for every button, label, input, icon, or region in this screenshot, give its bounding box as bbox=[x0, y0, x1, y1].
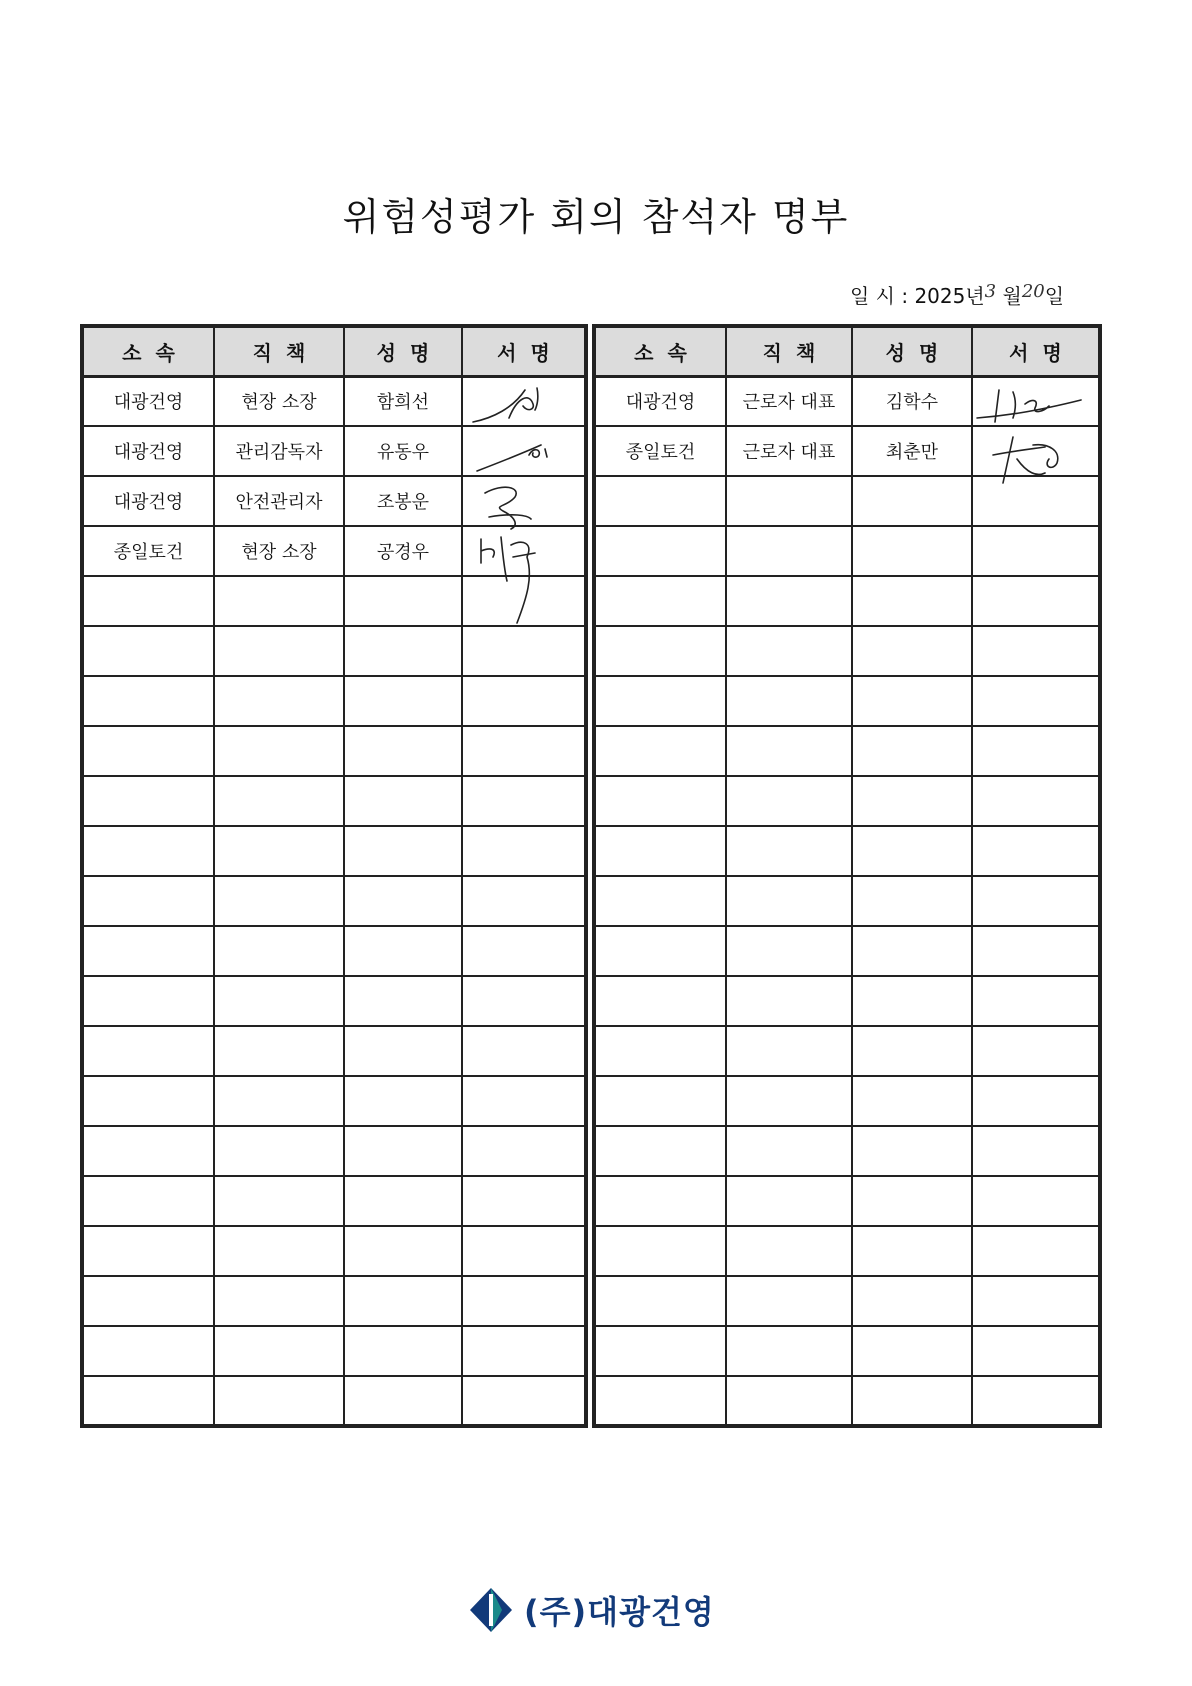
cell-position bbox=[726, 1226, 852, 1276]
table-row bbox=[82, 1176, 586, 1226]
table-row bbox=[82, 626, 586, 676]
cell-affiliation bbox=[594, 1076, 726, 1126]
cell-signature bbox=[972, 476, 1100, 526]
cell-name bbox=[852, 476, 972, 526]
table-row bbox=[594, 526, 1100, 576]
cell-affiliation bbox=[82, 826, 214, 876]
cell-affiliation bbox=[82, 876, 214, 926]
cell-signature bbox=[972, 426, 1100, 476]
cell-affiliation: 대광건영 bbox=[82, 426, 214, 476]
table-row bbox=[594, 976, 1100, 1026]
table-row bbox=[594, 676, 1100, 726]
cell-signature bbox=[462, 776, 586, 826]
cell-position bbox=[726, 676, 852, 726]
cell-affiliation: 종일토건 bbox=[594, 426, 726, 476]
cell-position: 근로자 대표 bbox=[726, 376, 852, 426]
cell-signature bbox=[462, 376, 586, 426]
cell-signature bbox=[462, 1176, 586, 1226]
cell-name bbox=[852, 776, 972, 826]
cell-signature bbox=[462, 1276, 586, 1326]
cell-position bbox=[726, 1376, 852, 1426]
cell-affiliation bbox=[82, 1076, 214, 1126]
cell-affiliation bbox=[594, 1176, 726, 1226]
cell-name bbox=[344, 576, 462, 626]
handwritten-signature bbox=[463, 378, 583, 428]
cell-name bbox=[344, 876, 462, 926]
date-month-label: 월 bbox=[1002, 284, 1022, 308]
table-row bbox=[82, 826, 586, 876]
cell-name bbox=[852, 1326, 972, 1376]
table-row bbox=[82, 526, 586, 576]
handwritten-signature bbox=[463, 527, 583, 577]
header-position: 직책 bbox=[214, 326, 344, 376]
cell-name: 김학수 bbox=[852, 376, 972, 426]
cell-affiliation bbox=[594, 776, 726, 826]
cell-signature bbox=[462, 626, 586, 676]
cell-affiliation bbox=[594, 1226, 726, 1276]
cell-affiliation bbox=[594, 876, 726, 926]
cell-signature bbox=[972, 976, 1100, 1026]
cell-name bbox=[344, 1126, 462, 1176]
cell-name bbox=[344, 1376, 462, 1426]
table-row bbox=[594, 426, 1100, 476]
cell-position bbox=[726, 526, 852, 576]
cell-position bbox=[726, 1176, 852, 1226]
header-affiliation: 소속 bbox=[82, 326, 214, 376]
cell-signature bbox=[462, 676, 586, 726]
cell-affiliation bbox=[594, 576, 726, 626]
table-row bbox=[594, 476, 1100, 526]
company-footer bbox=[470, 1585, 715, 1635]
table-row bbox=[594, 1176, 1100, 1226]
cell-affiliation bbox=[82, 1126, 214, 1176]
cell-position bbox=[726, 626, 852, 676]
cell-signature bbox=[462, 1376, 586, 1426]
table-row bbox=[594, 776, 1100, 826]
cell-signature bbox=[462, 476, 586, 526]
cell-signature bbox=[462, 426, 586, 476]
cell-position: 근로자 대표 bbox=[726, 426, 852, 476]
cell-name bbox=[344, 626, 462, 676]
cell-affiliation: 대광건영 bbox=[594, 376, 726, 426]
cell-position bbox=[214, 676, 344, 726]
cell-signature bbox=[972, 526, 1100, 576]
table-row bbox=[82, 776, 586, 826]
table-row bbox=[594, 1326, 1100, 1376]
cell-position bbox=[214, 1126, 344, 1176]
handwritten-signature bbox=[463, 477, 583, 527]
cell-signature bbox=[972, 1326, 1100, 1376]
cell-name bbox=[852, 1176, 972, 1226]
company-logo-icon bbox=[470, 1588, 512, 1632]
cell-name bbox=[852, 926, 972, 976]
cell-name bbox=[852, 626, 972, 676]
cell-name bbox=[344, 1276, 462, 1326]
table-row bbox=[82, 1276, 586, 1326]
cell-affiliation bbox=[82, 926, 214, 976]
table-row bbox=[82, 676, 586, 726]
handwritten-signature bbox=[973, 378, 1093, 428]
table-row bbox=[82, 576, 586, 626]
cell-name bbox=[344, 926, 462, 976]
cell-signature bbox=[462, 576, 586, 626]
cell-name bbox=[852, 1126, 972, 1176]
table-row bbox=[82, 476, 586, 526]
page-title: 위험성평가 회의 참석자 명부 bbox=[342, 195, 850, 239]
cell-signature bbox=[462, 526, 586, 576]
cell-position bbox=[214, 1326, 344, 1376]
cell-name bbox=[344, 776, 462, 826]
cell-position bbox=[726, 776, 852, 826]
cell-affiliation bbox=[594, 726, 726, 776]
cell-signature bbox=[462, 1226, 586, 1276]
cell-affiliation bbox=[594, 826, 726, 876]
cell-position bbox=[726, 1326, 852, 1376]
cell-affiliation bbox=[82, 1176, 214, 1226]
date-day-handwritten: 20 bbox=[1021, 281, 1045, 302]
table-row bbox=[594, 576, 1100, 626]
cell-signature bbox=[972, 626, 1100, 676]
cell-affiliation bbox=[594, 676, 726, 726]
date-label: 일 시 : 2025년 bbox=[850, 284, 985, 308]
cell-position bbox=[214, 1076, 344, 1126]
cell-signature bbox=[462, 976, 586, 1026]
cell-position: 안전관리자 bbox=[214, 476, 344, 526]
cell-affiliation bbox=[594, 1276, 726, 1326]
table-row bbox=[82, 926, 586, 976]
cell-affiliation bbox=[594, 476, 726, 526]
table-row bbox=[594, 1126, 1100, 1176]
cell-name: 함희선 bbox=[344, 376, 462, 426]
cell-position bbox=[214, 776, 344, 826]
cell-name bbox=[852, 726, 972, 776]
table-row bbox=[594, 1276, 1100, 1326]
header-affiliation: 소속 bbox=[594, 326, 726, 376]
handwritten-signature bbox=[463, 427, 583, 477]
table-row bbox=[594, 626, 1100, 676]
company-name: (주)대광건영 bbox=[524, 1593, 715, 1631]
cell-name bbox=[344, 726, 462, 776]
cell-affiliation: 대광건영 bbox=[82, 376, 214, 426]
cell-affiliation bbox=[594, 1026, 726, 1076]
cell-position bbox=[726, 876, 852, 926]
cell-position bbox=[214, 726, 344, 776]
cell-affiliation bbox=[594, 976, 726, 1026]
cell-affiliation bbox=[82, 1276, 214, 1326]
cell-position: 현장 소장 bbox=[214, 526, 344, 576]
cell-position bbox=[214, 1226, 344, 1276]
cell-affiliation bbox=[594, 926, 726, 976]
cell-signature bbox=[972, 726, 1100, 776]
cell-affiliation bbox=[594, 1326, 726, 1376]
table-row bbox=[594, 1376, 1100, 1426]
table-row bbox=[82, 1076, 586, 1126]
cell-affiliation bbox=[82, 1026, 214, 1076]
cell-signature bbox=[972, 376, 1100, 426]
cell-name bbox=[852, 676, 972, 726]
cell-name bbox=[852, 826, 972, 876]
table-row bbox=[82, 1226, 586, 1276]
cell-position bbox=[214, 826, 344, 876]
cell-position bbox=[726, 726, 852, 776]
cell-affiliation: 종일토건 bbox=[82, 526, 214, 576]
table-row bbox=[82, 726, 586, 776]
cell-position bbox=[214, 1176, 344, 1226]
cell-name bbox=[852, 1276, 972, 1326]
cell-name bbox=[344, 826, 462, 876]
cell-name bbox=[344, 1076, 462, 1126]
cell-name bbox=[344, 1226, 462, 1276]
cell-position bbox=[214, 976, 344, 1026]
cell-name bbox=[344, 676, 462, 726]
cell-signature bbox=[462, 1026, 586, 1076]
cell-position bbox=[214, 626, 344, 676]
header-name: 성명 bbox=[852, 326, 972, 376]
cell-name bbox=[344, 1026, 462, 1076]
table-row bbox=[594, 726, 1100, 776]
cell-name: 최춘만 bbox=[852, 426, 972, 476]
attendee-table-right bbox=[592, 324, 1102, 1428]
table-row bbox=[594, 876, 1100, 926]
cell-name bbox=[852, 576, 972, 626]
table-row bbox=[82, 1376, 586, 1426]
cell-position bbox=[726, 926, 852, 976]
cell-position bbox=[726, 976, 852, 1026]
cell-signature bbox=[972, 676, 1100, 726]
cell-signature bbox=[462, 826, 586, 876]
table-row bbox=[82, 1326, 586, 1376]
cell-signature bbox=[972, 1126, 1100, 1176]
cell-signature bbox=[972, 1026, 1100, 1076]
cell-signature bbox=[462, 1126, 586, 1176]
cell-signature bbox=[972, 1176, 1100, 1226]
cell-signature bbox=[972, 776, 1100, 826]
cell-signature bbox=[972, 876, 1100, 926]
cell-position bbox=[726, 576, 852, 626]
cell-signature bbox=[462, 1076, 586, 1126]
cell-affiliation bbox=[594, 526, 726, 576]
cell-signature bbox=[972, 1226, 1100, 1276]
table-row bbox=[594, 926, 1100, 976]
cell-name bbox=[344, 1176, 462, 1226]
cell-name bbox=[852, 1076, 972, 1126]
cell-signature bbox=[462, 726, 586, 776]
cell-position bbox=[214, 1026, 344, 1076]
cell-position bbox=[726, 476, 852, 526]
cell-affiliation: 대광건영 bbox=[82, 476, 214, 526]
cell-affiliation bbox=[594, 1376, 726, 1426]
cell-position bbox=[726, 1126, 852, 1176]
table-row bbox=[594, 1026, 1100, 1076]
cell-signature bbox=[972, 1376, 1100, 1426]
table-row bbox=[82, 976, 586, 1026]
header-signature: 서명 bbox=[972, 326, 1100, 376]
cell-name bbox=[344, 1326, 462, 1376]
cell-position bbox=[726, 1276, 852, 1326]
cell-signature bbox=[462, 876, 586, 926]
cell-affiliation bbox=[82, 676, 214, 726]
header-signature: 서명 bbox=[462, 326, 586, 376]
cell-affiliation bbox=[82, 976, 214, 1026]
cell-signature bbox=[972, 576, 1100, 626]
table-row bbox=[594, 826, 1100, 876]
cell-affiliation bbox=[594, 1126, 726, 1176]
table-row bbox=[594, 1076, 1100, 1126]
header-name: 성명 bbox=[344, 326, 462, 376]
cell-position bbox=[214, 876, 344, 926]
cell-signature bbox=[972, 926, 1100, 976]
cell-affiliation bbox=[82, 576, 214, 626]
cell-name bbox=[852, 876, 972, 926]
table-row bbox=[82, 876, 586, 926]
cell-signature bbox=[972, 826, 1100, 876]
cell-name bbox=[852, 526, 972, 576]
cell-name bbox=[344, 976, 462, 1026]
cell-name bbox=[852, 1376, 972, 1426]
cell-signature bbox=[972, 1276, 1100, 1326]
table-row bbox=[594, 376, 1100, 426]
table-row bbox=[82, 376, 586, 426]
cell-affiliation bbox=[82, 626, 214, 676]
date-day-label: 일 bbox=[1044, 284, 1065, 308]
cell-name: 공경우 bbox=[344, 526, 462, 576]
cell-position bbox=[726, 1026, 852, 1076]
date-month-handwritten: 3 bbox=[984, 281, 997, 302]
cell-position bbox=[214, 1276, 344, 1326]
header-position: 직책 bbox=[726, 326, 852, 376]
table-row bbox=[82, 426, 586, 476]
table-row bbox=[82, 1026, 586, 1076]
cell-affiliation bbox=[82, 1326, 214, 1376]
meeting-date bbox=[850, 280, 1100, 309]
cell-affiliation bbox=[82, 1376, 214, 1426]
handwritten-signature bbox=[973, 427, 1093, 477]
table-row bbox=[594, 1226, 1100, 1276]
cell-position bbox=[214, 1376, 344, 1426]
cell-position bbox=[726, 1076, 852, 1126]
cell-affiliation bbox=[594, 626, 726, 676]
cell-name bbox=[852, 976, 972, 1026]
cell-signature bbox=[972, 1076, 1100, 1126]
cell-position bbox=[214, 576, 344, 626]
cell-position bbox=[214, 926, 344, 976]
table-row bbox=[82, 1126, 586, 1176]
cell-name bbox=[852, 1026, 972, 1076]
cell-signature bbox=[462, 926, 586, 976]
cell-position: 현장 소장 bbox=[214, 376, 344, 426]
cell-position: 관리감독자 bbox=[214, 426, 344, 476]
cell-name: 유동우 bbox=[344, 426, 462, 476]
cell-affiliation bbox=[82, 1226, 214, 1276]
cell-position bbox=[726, 826, 852, 876]
cell-name bbox=[852, 1226, 972, 1276]
cell-affiliation bbox=[82, 776, 214, 826]
attendee-table-left bbox=[80, 324, 588, 1428]
cell-signature bbox=[462, 1326, 586, 1376]
cell-name: 조봉운 bbox=[344, 476, 462, 526]
cell-affiliation bbox=[82, 726, 214, 776]
